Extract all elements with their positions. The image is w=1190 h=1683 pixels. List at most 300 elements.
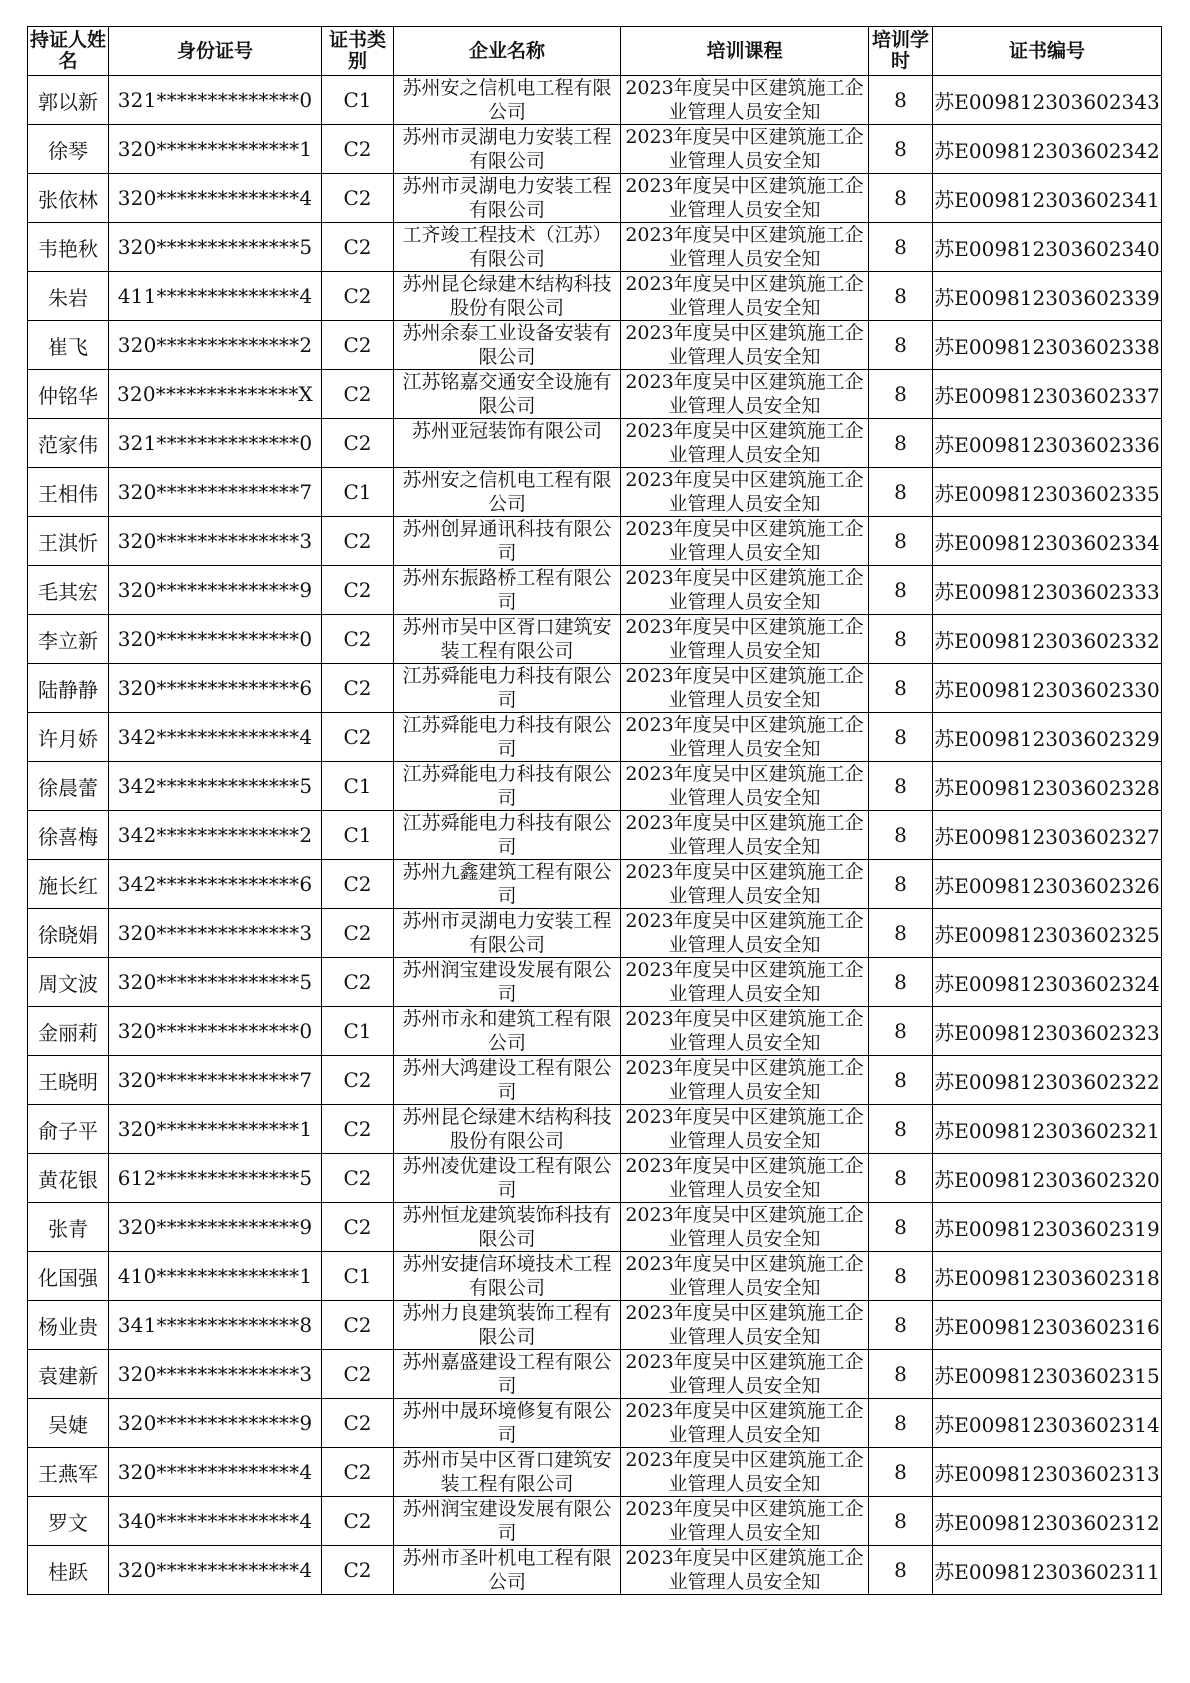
cell-id-number: 320**************6: [109, 664, 322, 713]
cell-hours: 8: [869, 1154, 933, 1203]
cell-id-number: 320**************9: [109, 566, 322, 615]
cell-id-number: 340**************4: [109, 1497, 322, 1546]
cell-name: 俞子平: [28, 1105, 109, 1154]
cell-id-number: 320**************9: [109, 1399, 322, 1448]
cell-course: [621, 1105, 869, 1154]
table-row: [28, 174, 1162, 223]
cell-company: [394, 1252, 621, 1301]
cell-cert-number: 苏E009812303602328: [933, 762, 1162, 811]
cell-cert-number: 苏E009812303602327: [933, 811, 1162, 860]
cell-id-number: 320**************1: [109, 1105, 322, 1154]
cell-company: [394, 762, 621, 811]
cell-category: C2: [322, 370, 394, 419]
header-course: 培训课程: [621, 27, 869, 76]
cell-id-number: 321**************0: [109, 419, 322, 468]
cell-hours: 8: [869, 1203, 933, 1252]
cell-name: 张青: [28, 1203, 109, 1252]
cell-name: 徐琴: [28, 125, 109, 174]
cell-course: [621, 860, 869, 909]
cell-cert-number: 苏E009812303602311: [933, 1546, 1162, 1595]
cell-company: [394, 1350, 621, 1399]
cell-name: 黄花银: [28, 1154, 109, 1203]
cell-course: [621, 1154, 869, 1203]
cell-course-text: 2023年度吴中区建筑施工企业管理人员安全知: [625, 1351, 864, 1397]
cell-course: [621, 468, 869, 517]
table-row: [28, 517, 1162, 566]
table-row: [28, 370, 1162, 419]
cell-company: [394, 76, 621, 125]
cell-company-text: 苏州市灵湖电力安装工程有限公司: [402, 175, 612, 221]
cell-hours: 8: [869, 174, 933, 223]
cell-course: [621, 909, 869, 958]
cell-cert-number: 苏E009812303602315: [933, 1350, 1162, 1399]
header-certno: 证书编号: [933, 27, 1162, 76]
cell-category: C2: [322, 1399, 394, 1448]
cell-course-text: 2023年度吴中区建筑施工企业管理人员安全知: [625, 665, 864, 711]
cell-company: [394, 615, 621, 664]
header-company: 企业名称: [394, 27, 621, 76]
cell-hours: 8: [869, 1007, 933, 1056]
cell-hours: 8: [869, 1350, 933, 1399]
cell-category: C2: [322, 566, 394, 615]
cell-course: [621, 1252, 869, 1301]
cell-hours: 8: [869, 1056, 933, 1105]
cell-course: [621, 125, 869, 174]
cell-hours: 8: [869, 1252, 933, 1301]
cell-name: 金丽莉: [28, 1007, 109, 1056]
cell-category: C1: [322, 468, 394, 517]
cell-company-text: 苏州昆仑绿建木结构科技股份有限公司: [402, 273, 612, 319]
cell-company-text: 苏州亚冠装饰有限公司: [411, 420, 602, 442]
cell-course-text: 2023年度吴中区建筑施工企业管理人员安全知: [625, 861, 864, 907]
table-row: [28, 223, 1162, 272]
table-row: [28, 321, 1162, 370]
cell-category: C2: [322, 321, 394, 370]
cell-company: [394, 1546, 621, 1595]
cell-hours: 8: [869, 909, 933, 958]
cell-course-text: 2023年度吴中区建筑施工企业管理人员安全知: [625, 567, 864, 613]
cell-course-text: 2023年度吴中区建筑施工企业管理人员安全知: [625, 420, 864, 466]
cell-course-text: 2023年度吴中区建筑施工企业管理人员安全知: [625, 763, 864, 809]
cell-company: [394, 174, 621, 223]
cell-cert-number: 苏E009812303602319: [933, 1203, 1162, 1252]
cell-id-number: 342**************4: [109, 713, 322, 762]
cell-name: 张依林: [28, 174, 109, 223]
cell-cert-number: 苏E009812303602332: [933, 615, 1162, 664]
cell-cert-number: 苏E009812303602341: [933, 174, 1162, 223]
cell-name: 陆静静: [28, 664, 109, 713]
cell-id-number: 320**************4: [109, 1448, 322, 1497]
cell-cert-number: 苏E009812303602330: [933, 664, 1162, 713]
certificate-roster-table: [27, 26, 1162, 1595]
cell-id-number: 320**************3: [109, 517, 322, 566]
cell-company-text: 苏州凌优建设工程有限公司: [402, 1155, 612, 1201]
cell-category: C2: [322, 1546, 394, 1595]
cell-company-text: 苏州安之信机电工程有限公司: [402, 469, 612, 515]
cell-course: [621, 664, 869, 713]
table-row: [28, 419, 1162, 468]
cell-name: 杨业贵: [28, 1301, 109, 1350]
cell-name: 李立新: [28, 615, 109, 664]
cell-company-text: 苏州市吴中区胥口建筑安装工程有限公司: [402, 616, 612, 662]
cell-course: [621, 615, 869, 664]
cell-course: [621, 1203, 869, 1252]
cell-name: 许月娇: [28, 713, 109, 762]
cell-company: [394, 566, 621, 615]
cell-hours: 8: [869, 125, 933, 174]
table-row: [28, 566, 1162, 615]
cell-category: C2: [322, 517, 394, 566]
cell-id-number: 320**************7: [109, 468, 322, 517]
header-category: 证书类别: [322, 27, 394, 76]
table-row: [28, 811, 1162, 860]
cell-name: 仲铭华: [28, 370, 109, 419]
cell-category: C2: [322, 174, 394, 223]
cell-id-number: 320**************3: [109, 909, 322, 958]
table-row: [28, 860, 1162, 909]
cell-category: C2: [322, 272, 394, 321]
cell-company-text: 苏州安捷信环境技术工程有限公司: [402, 1253, 612, 1299]
cell-course-text: 2023年度吴中区建筑施工企业管理人员安全知: [625, 273, 864, 319]
table-row: [28, 664, 1162, 713]
cell-hours: 8: [869, 517, 933, 566]
cell-category: C2: [322, 664, 394, 713]
cell-name: 施长红: [28, 860, 109, 909]
header-id: 身份证号: [109, 27, 322, 76]
cell-id-number: 320**************3: [109, 1350, 322, 1399]
cell-company: [394, 664, 621, 713]
cell-id-number: 321**************0: [109, 76, 322, 125]
cell-company-text: 苏州润宝建设发展有限公司: [402, 1498, 612, 1544]
cell-company: [394, 1497, 621, 1546]
cell-company-text: 苏州恒龙建筑装饰科技有限公司: [402, 1204, 612, 1250]
cell-category: C2: [322, 223, 394, 272]
cell-company: [394, 125, 621, 174]
cell-name: 吴婕: [28, 1399, 109, 1448]
cell-course: [621, 1301, 869, 1350]
cell-id-number: 320**************4: [109, 174, 322, 223]
cell-cert-number: 苏E009812303602313: [933, 1448, 1162, 1497]
table-row: [28, 1105, 1162, 1154]
cell-name: 王晓明: [28, 1056, 109, 1105]
cell-category: C2: [322, 1154, 394, 1203]
cell-cert-number: 苏E009812303602339: [933, 272, 1162, 321]
cell-id-number: 342**************6: [109, 860, 322, 909]
cell-hours: 8: [869, 468, 933, 517]
cell-course-text: 2023年度吴中区建筑施工企业管理人员安全知: [625, 1498, 864, 1544]
cell-company: [394, 1399, 621, 1448]
cell-hours: 8: [869, 370, 933, 419]
cell-course-text: 2023年度吴中区建筑施工企业管理人员安全知: [625, 1057, 864, 1103]
cell-category: C1: [322, 1252, 394, 1301]
table-row: [28, 713, 1162, 762]
table-row: [28, 76, 1162, 125]
cell-cert-number: 苏E009812303602336: [933, 419, 1162, 468]
cell-id-number: 320**************7: [109, 1056, 322, 1105]
cell-category: C1: [322, 76, 394, 125]
cell-category: C2: [322, 1105, 394, 1154]
cell-company-text: 苏州力良建筑装饰工程有限公司: [402, 1302, 612, 1348]
cell-cert-number: 苏E009812303602329: [933, 713, 1162, 762]
cell-course-text: 2023年度吴中区建筑施工企业管理人员安全知: [625, 77, 864, 123]
cell-company-text: 苏州大鸿建设工程有限公司: [402, 1057, 612, 1103]
cell-course: [621, 174, 869, 223]
cell-cert-number: 苏E009812303602343: [933, 76, 1162, 125]
cell-hours: 8: [869, 958, 933, 1007]
table-row: [28, 1154, 1162, 1203]
table-row: [28, 125, 1162, 174]
cell-id-number: 341**************8: [109, 1301, 322, 1350]
cell-course: [621, 1399, 869, 1448]
cell-course: [621, 958, 869, 1007]
cell-company: [394, 1105, 621, 1154]
cell-company: [394, 860, 621, 909]
table-row: [28, 1497, 1162, 1546]
table-row: [28, 615, 1162, 664]
cell-company: [394, 713, 621, 762]
cell-cert-number: 苏E009812303602314: [933, 1399, 1162, 1448]
cell-hours: 8: [869, 1448, 933, 1497]
cell-course-text: 2023年度吴中区建筑施工企业管理人员安全知: [625, 812, 864, 858]
cell-course: [621, 272, 869, 321]
cell-course-text: 2023年度吴中区建筑施工企业管理人员安全知: [625, 910, 864, 956]
cell-id-number: 410**************1: [109, 1252, 322, 1301]
cell-id-number: 342**************2: [109, 811, 322, 860]
cell-course-text: 2023年度吴中区建筑施工企业管理人员安全知: [625, 126, 864, 172]
table-row: [28, 1399, 1162, 1448]
cell-category: C2: [322, 1448, 394, 1497]
cell-company-text: 苏州润宝建设发展有限公司: [402, 959, 612, 1005]
cell-company-text: 苏州市灵湖电力安装工程有限公司: [402, 126, 612, 172]
cell-course-text: 2023年度吴中区建筑施工企业管理人员安全知: [625, 371, 864, 417]
cell-category: C2: [322, 1350, 394, 1399]
cell-name: 桂跃: [28, 1546, 109, 1595]
cell-company: [394, 321, 621, 370]
cell-id-number: 411**************4: [109, 272, 322, 321]
cell-company: [394, 909, 621, 958]
cell-cert-number: 苏E009812303602316: [933, 1301, 1162, 1350]
cell-category: C1: [322, 811, 394, 860]
cell-company-text: 苏州创昇通讯科技有限公司: [402, 518, 612, 564]
cell-company-text: 苏州余泰工业设备安装有限公司: [402, 322, 612, 368]
header-name: 持证人姓名: [28, 27, 109, 76]
cell-name: 范家伟: [28, 419, 109, 468]
cell-company-text: 苏州安之信机电工程有限公司: [402, 77, 612, 123]
cell-id-number: 320**************2: [109, 321, 322, 370]
cell-hours: 8: [869, 1105, 933, 1154]
cell-course-text: 2023年度吴中区建筑施工企业管理人员安全知: [625, 959, 864, 1005]
cell-company-text: 苏州市灵湖电力安装工程有限公司: [402, 910, 612, 956]
table-row: [28, 1448, 1162, 1497]
cell-id-number: 320**************5: [109, 223, 322, 272]
cell-company: [394, 370, 621, 419]
cell-category: C2: [322, 1301, 394, 1350]
cell-company: [394, 958, 621, 1007]
cell-company: [394, 468, 621, 517]
cell-course-text: 2023年度吴中区建筑施工企业管理人员安全知: [625, 175, 864, 221]
cell-company-text: 江苏舜能电力科技有限公司: [402, 812, 612, 858]
cell-category: C2: [322, 1497, 394, 1546]
cell-cert-number: 苏E009812303602337: [933, 370, 1162, 419]
cell-name: 韦艳秋: [28, 223, 109, 272]
cell-course-text: 2023年度吴中区建筑施工企业管理人员安全知: [625, 714, 864, 760]
cell-company-text: 苏州市圣叶机电工程有限公司: [402, 1547, 612, 1593]
cell-course-text: 2023年度吴中区建筑施工企业管理人员安全知: [625, 1400, 864, 1446]
cell-company-text: 苏州东振路桥工程有限公司: [402, 567, 612, 613]
cell-category: C2: [322, 958, 394, 1007]
cell-course-text: 2023年度吴中区建筑施工企业管理人员安全知: [625, 1449, 864, 1495]
cell-cert-number: 苏E009812303602335: [933, 468, 1162, 517]
cell-company: [394, 223, 621, 272]
cell-id-number: 320**************0: [109, 615, 322, 664]
cell-id-number: 320**************X: [109, 370, 322, 419]
cell-cert-number: 苏E009812303602342: [933, 125, 1162, 174]
cell-course-text: 2023年度吴中区建筑施工企业管理人员安全知: [625, 1155, 864, 1201]
table-row: [28, 468, 1162, 517]
cell-course: [621, 811, 869, 860]
cell-course-text: 2023年度吴中区建筑施工企业管理人员安全知: [625, 1547, 864, 1593]
cell-name: 徐晓娟: [28, 909, 109, 958]
cell-course: [621, 370, 869, 419]
cell-id-number: 320**************0: [109, 1007, 322, 1056]
cell-course: [621, 1497, 869, 1546]
cell-name: 崔飞: [28, 321, 109, 370]
cell-company-text: 江苏舜能电力科技有限公司: [402, 714, 612, 760]
cell-cert-number: 苏E009812303602312: [933, 1497, 1162, 1546]
cell-company-text: 工齐竣工程技术（江苏）有限公司: [402, 224, 612, 270]
cell-category: C1: [322, 762, 394, 811]
cell-cert-number: 苏E009812303602325: [933, 909, 1162, 958]
cell-hours: 8: [869, 860, 933, 909]
table-row: [28, 909, 1162, 958]
cell-category: C2: [322, 909, 394, 958]
cell-name: 朱岩: [28, 272, 109, 321]
cell-course: [621, 1007, 869, 1056]
cell-hours: 8: [869, 272, 933, 321]
table-row: [28, 272, 1162, 321]
cell-course: [621, 762, 869, 811]
cell-course: [621, 1350, 869, 1399]
table-row: [28, 762, 1162, 811]
cell-category: C2: [322, 713, 394, 762]
cell-company: [394, 1056, 621, 1105]
cell-hours: 8: [869, 1546, 933, 1595]
cell-name: 王淇忻: [28, 517, 109, 566]
cell-course-text: 2023年度吴中区建筑施工企业管理人员安全知: [625, 322, 864, 368]
cell-name: 化国强: [28, 1252, 109, 1301]
cell-id-number: 320**************4: [109, 1546, 322, 1595]
cell-course-text: 2023年度吴中区建筑施工企业管理人员安全知: [625, 224, 864, 270]
cell-name: 袁建新: [28, 1350, 109, 1399]
cell-id-number: 320**************9: [109, 1203, 322, 1252]
cell-cert-number: 苏E009812303602338: [933, 321, 1162, 370]
table-row: [28, 1546, 1162, 1595]
cell-course: [621, 517, 869, 566]
cell-course-text: 2023年度吴中区建筑施工企业管理人员安全知: [625, 616, 864, 662]
cell-hours: 8: [869, 1399, 933, 1448]
cell-course: [621, 1546, 869, 1595]
cell-category: C2: [322, 1056, 394, 1105]
cell-hours: 8: [869, 566, 933, 615]
cell-course-text: 2023年度吴中区建筑施工企业管理人员安全知: [625, 1106, 864, 1152]
cell-company-text: 苏州九鑫建筑工程有限公司: [402, 861, 612, 907]
cell-company-text: 江苏舜能电力科技有限公司: [402, 665, 612, 711]
header-hours: 培训学时: [869, 27, 933, 76]
cell-course: [621, 76, 869, 125]
cell-name: 徐喜梅: [28, 811, 109, 860]
cell-course: [621, 1056, 869, 1105]
cell-company: [394, 419, 621, 468]
cell-course-text: 2023年度吴中区建筑施工企业管理人员安全知: [625, 1008, 864, 1054]
cell-cert-number: 苏E009812303602320: [933, 1154, 1162, 1203]
cell-hours: 8: [869, 615, 933, 664]
cell-cert-number: 苏E009812303602340: [933, 223, 1162, 272]
cell-cert-number: 苏E009812303602326: [933, 860, 1162, 909]
cell-cert-number: 苏E009812303602333: [933, 566, 1162, 615]
cell-category: C2: [322, 1203, 394, 1252]
cell-company-text: 江苏铭嘉交通安全设施有限公司: [402, 371, 612, 417]
cell-company-text: 苏州市永和建筑工程有限公司: [402, 1008, 612, 1054]
cell-course-text: 2023年度吴中区建筑施工企业管理人员安全知: [625, 1302, 864, 1348]
cell-category: C2: [322, 125, 394, 174]
cell-name: 王相伟: [28, 468, 109, 517]
cell-hours: 8: [869, 76, 933, 125]
cell-cert-number: 苏E009812303602334: [933, 517, 1162, 566]
cell-cert-number: 苏E009812303602324: [933, 958, 1162, 1007]
cell-cert-number: 苏E009812303602318: [933, 1252, 1162, 1301]
cell-company: [394, 1448, 621, 1497]
cell-id-number: 320**************5: [109, 958, 322, 1007]
cell-hours: 8: [869, 1497, 933, 1546]
table-row: [28, 958, 1162, 1007]
cell-company-text: 苏州昆仑绿建木结构科技股份有限公司: [402, 1106, 612, 1152]
cell-cert-number: 苏E009812303602323: [933, 1007, 1162, 1056]
cell-hours: 8: [869, 223, 933, 272]
cell-company: [394, 811, 621, 860]
table-row: [28, 1252, 1162, 1301]
table-row: [28, 1301, 1162, 1350]
cell-company-text: 苏州市吴中区胥口建筑安装工程有限公司: [402, 1449, 612, 1495]
cell-category: C1: [322, 1007, 394, 1056]
cell-hours: 8: [869, 762, 933, 811]
cell-company: [394, 1007, 621, 1056]
cell-category: C2: [322, 419, 394, 468]
cell-name: 毛其宏: [28, 566, 109, 615]
cell-name: 罗文: [28, 1497, 109, 1546]
cell-name: 徐晨蕾: [28, 762, 109, 811]
cell-hours: 8: [869, 664, 933, 713]
table-row: [28, 1056, 1162, 1105]
cell-name: 郭以新: [28, 76, 109, 125]
cell-company-text: 江苏舜能电力科技有限公司: [402, 763, 612, 809]
cell-id-number: 320**************1: [109, 125, 322, 174]
cell-hours: 8: [869, 321, 933, 370]
cell-hours: 8: [869, 1301, 933, 1350]
cell-course-text: 2023年度吴中区建筑施工企业管理人员安全知: [625, 1253, 864, 1299]
table-row: [28, 1007, 1162, 1056]
cell-hours: 8: [869, 419, 933, 468]
cell-id-number: 342**************5: [109, 762, 322, 811]
cell-name: 王燕军: [28, 1448, 109, 1497]
cell-id-number: 612**************5: [109, 1154, 322, 1203]
cell-company: [394, 272, 621, 321]
cell-company-text: 苏州中晟环境修复有限公司: [402, 1400, 612, 1446]
cell-hours: 8: [869, 811, 933, 860]
cell-name: 周文波: [28, 958, 109, 1007]
cell-course-text: 2023年度吴中区建筑施工企业管理人员安全知: [625, 518, 864, 564]
table-row: [28, 1350, 1162, 1399]
cell-course: [621, 419, 869, 468]
